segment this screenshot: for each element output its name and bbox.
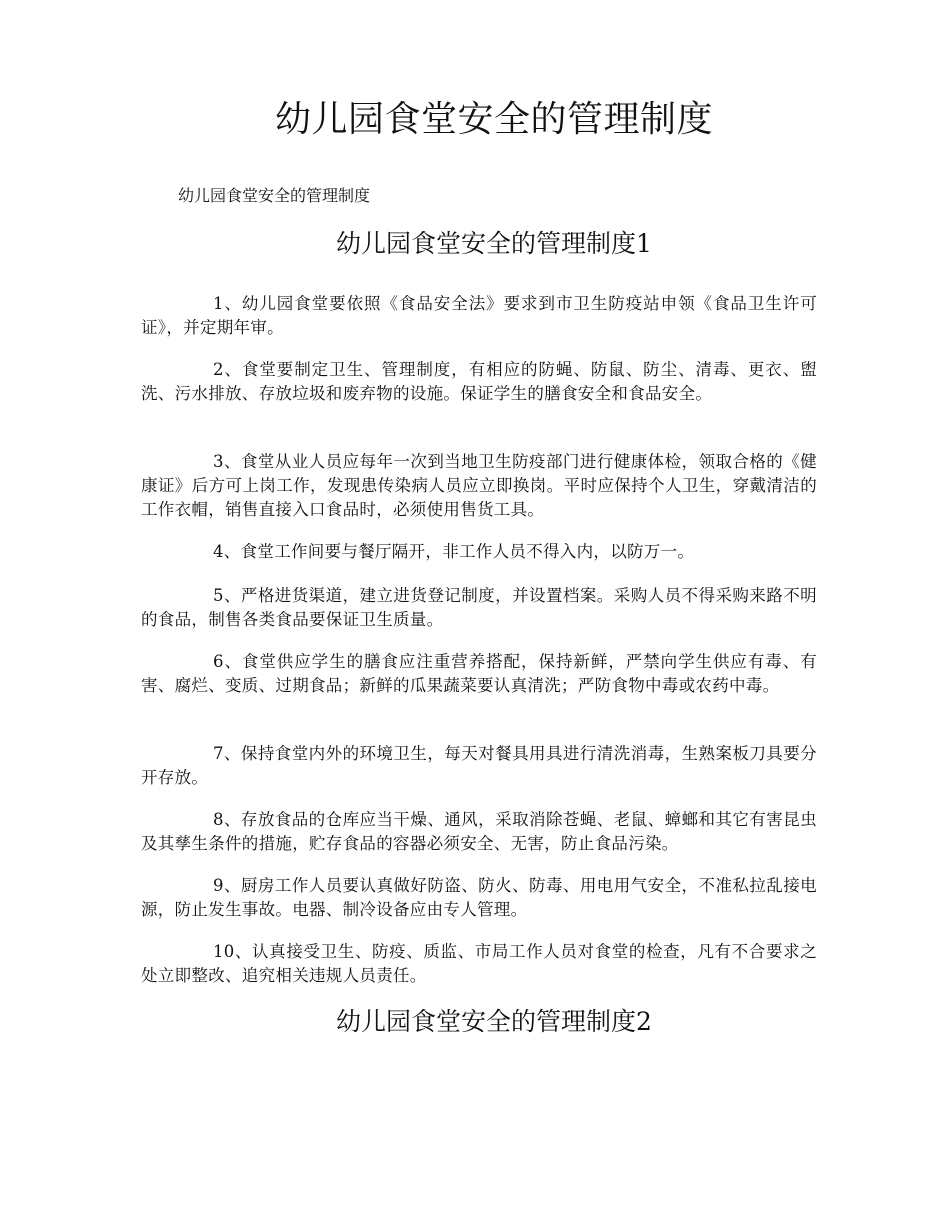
paragraph-9: 9、厨房工作人员要认真做好防盗、防火、防毒、用电用气安全，不准私拉乱接电源，防止发生事故。电器、制冷设备应由专人管理。 <box>141 876 817 919</box>
paragraph-4: 4、食堂工作间要与餐厅隔开，非工作人员不得入内，以防万一。 <box>213 542 695 561</box>
paragraph-3: 3、食堂从业人员应每年一次到当地卫生防疫部门进行健康体检，领取合格的《健康证》后方可上岗工作，发现患传染病人员应立即换岗。平时应保持个人卫生，穿戴清洁的工作衣帽，销售直接入口食品时，必须使用售货工具。 <box>141 452 817 519</box>
paragraph-7: 7、保持食堂内外的环境卫生，每天对餐具用具进行清洗消毒，生熟案板刀具要分开存放。 <box>141 744 817 787</box>
paragraph-2: 2、食堂要制定卫生、管理制度，有相应的防蝇、防鼠、防尘、清毒、更衣、盥洗、污水排放、存放垃圾和废弃物的设施。保证学生的膳食安全和食品安全。 <box>141 360 817 403</box>
paragraph-8: 8、存放食品的仓库应当干燥、通风，采取消除苍蝇、老鼠、蟑螂和其它有害昆虫及其孳生条件的措施，贮存食品的容器必须安全、无害，防止食品污染。 <box>141 810 817 853</box>
paragraph-5: 5、严格进货渠道，建立进货登记制度，并设置档案。采购人员不得采购来路不明的食品，制售各类食品要保证卫生质量。 <box>141 586 817 629</box>
document-subtitle: 幼儿园食堂安全的管理制度 <box>178 186 371 205</box>
document-title: 幼儿园食堂安全的管理制度 <box>274 99 713 140</box>
section-heading-2: 幼儿园食堂安全的管理制度2 <box>336 1007 652 1036</box>
paragraph-6: 6、食堂供应学生的膳食应注重营养搭配，保持新鲜，严禁向学生供应有毒、有害、腐烂、变质、过期食品；新鲜的瓜果蔬菜要认真清洗；严防食物中毒或农药中毒。 <box>141 652 817 695</box>
paragraph-10: 10、认真接受卫生、防疫、质监、市局工作人员对食堂的检查，凡有不合要求之处立即整改、追究相关违规人员责任。 <box>141 942 817 985</box>
paragraph-1: 1、幼儿园食堂要依照《食品安全法》要求到市卫生防疫站申领《食品卫生许可证》，并定期年审。 <box>141 294 817 337</box>
section-heading-1: 幼儿园食堂安全的管理制度1 <box>336 229 652 258</box>
